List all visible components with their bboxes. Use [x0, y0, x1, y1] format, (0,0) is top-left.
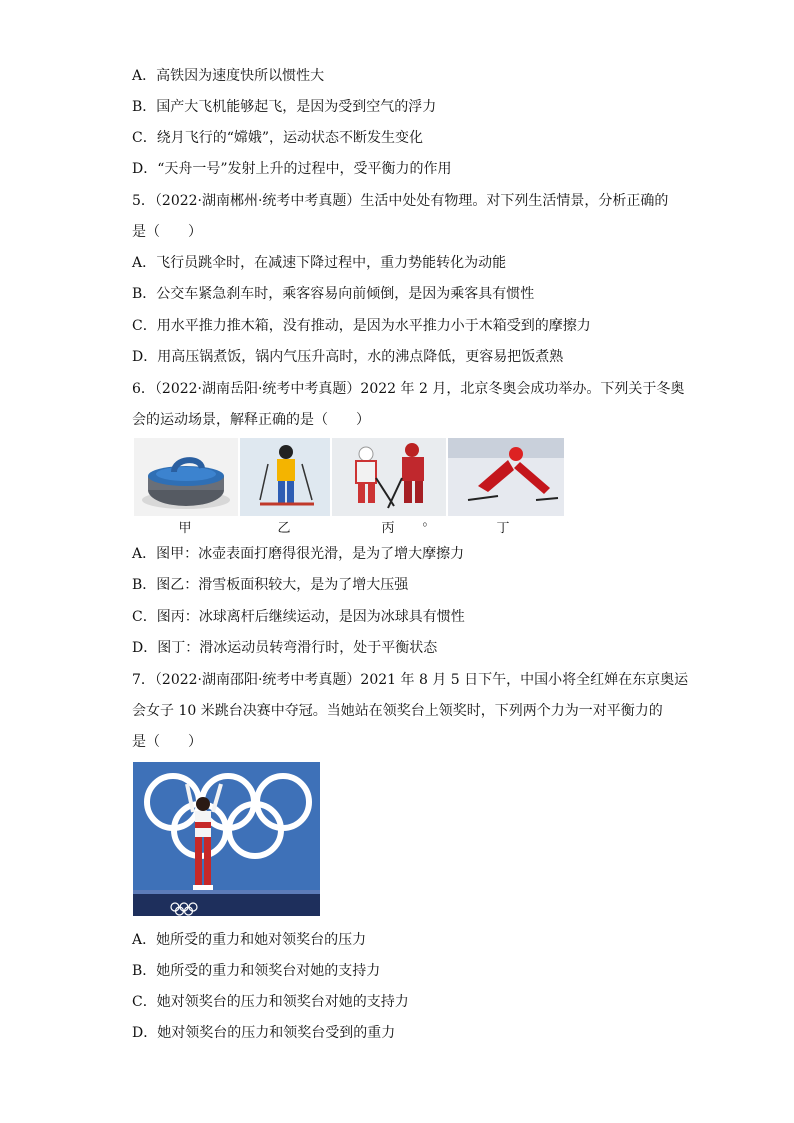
q6-option-a: A．图甲：冰壶表面打磨得很光滑，是为了增大摩擦力	[132, 546, 465, 562]
q6-option-d: D．图丁：滑冰运动员转弯滑行时，处于平衡状态	[132, 640, 438, 656]
speed-skater-icon	[448, 438, 564, 516]
caption-period: 。	[422, 514, 436, 529]
q6-option-b: B．图乙：滑雪板面积较大，是为了增大压强	[132, 577, 409, 593]
q7-option-d: D．她对领奖台的压力和领奖台受到的重力	[132, 1025, 396, 1041]
q6-stem-line1: 6．（2022·湖南岳阳·统考中考真题）2022 年 2 月，北京冬奥会成功举办。下列关于冬奥	[132, 381, 685, 397]
ice-hockey-photo	[332, 438, 446, 516]
q4-option-b: B．国产大飞机能够起飞，是因为受到空气的浮力	[132, 99, 437, 115]
hockey-players-icon	[332, 438, 446, 516]
q5-option-c: C．用水平推力推木箱，没有推动，是因为水平推力小于木箱受到的摩擦力	[132, 318, 591, 334]
caption-ding: 丁	[496, 521, 510, 536]
caption-yi: 乙	[277, 521, 291, 536]
skier-photo	[240, 438, 330, 516]
q4-option-d: D．“天舟一号”发射上升的过程中，受平衡力的作用	[132, 161, 452, 177]
q7-option-c: C．她对领奖台的压力和领奖台对她的支持力	[132, 994, 409, 1010]
q6-stem-line2: 会的运动场景，解释正确的是（ ）	[132, 412, 370, 428]
q7-stem-line2: 会女子 10 米跳台决赛中夺冠。当她站在领奖台上领奖时，下列两个力为一对平衡力的	[132, 703, 663, 719]
q5-stem-line1: 5．（2022·湖南郴州·统考中考真题）生活中处处有物理。对下列生活情景，分析正确的	[132, 193, 669, 209]
q7-stem-line1: 7．（2022·湖南邵阳·统考中考真题）2021 年 8 月 5 日下午，中国小将全红婵在东京奥运	[132, 672, 689, 688]
q7-stem-line3: 是（ ）	[132, 734, 202, 750]
skier-icon	[240, 438, 330, 516]
q6-option-c: C．图丙：冰球离杆后继续运动，是因为冰球具有惯性	[132, 609, 465, 625]
olympic-podium-icon	[133, 762, 320, 916]
q5-stem-line2: 是（ ）	[132, 224, 202, 240]
speed-skater-photo	[448, 438, 564, 516]
q4-option-c: C．绕月飞行的“嫦娥”，运动状态不断发生变化	[132, 130, 424, 146]
curling-stone-icon	[134, 438, 238, 516]
q7-option-b: B．她所受的重力和领奖台对她的支持力	[132, 963, 381, 979]
q4-option-a: A．高铁因为速度快所以惯性大	[132, 68, 325, 84]
caption-jia: 甲	[178, 521, 192, 536]
podium-photo	[133, 762, 320, 916]
q5-option-a: A．飞行员跳伞时，在减速下降过程中，重力势能转化为动能	[132, 255, 507, 271]
q5-option-d: D．用高压锅煮饭，锅内气压升高时，水的沸点降低，更容易把饭煮熟	[132, 349, 564, 365]
q7-option-a: A．她所受的重力和她对领奖台的压力	[132, 932, 367, 948]
curling-stone-photo	[134, 438, 238, 516]
q5-option-b: B．公交车紧急刹车时，乘客容易向前倾倒，是因为乘客具有惯性	[132, 286, 535, 302]
caption-bing: 丙	[381, 521, 395, 536]
